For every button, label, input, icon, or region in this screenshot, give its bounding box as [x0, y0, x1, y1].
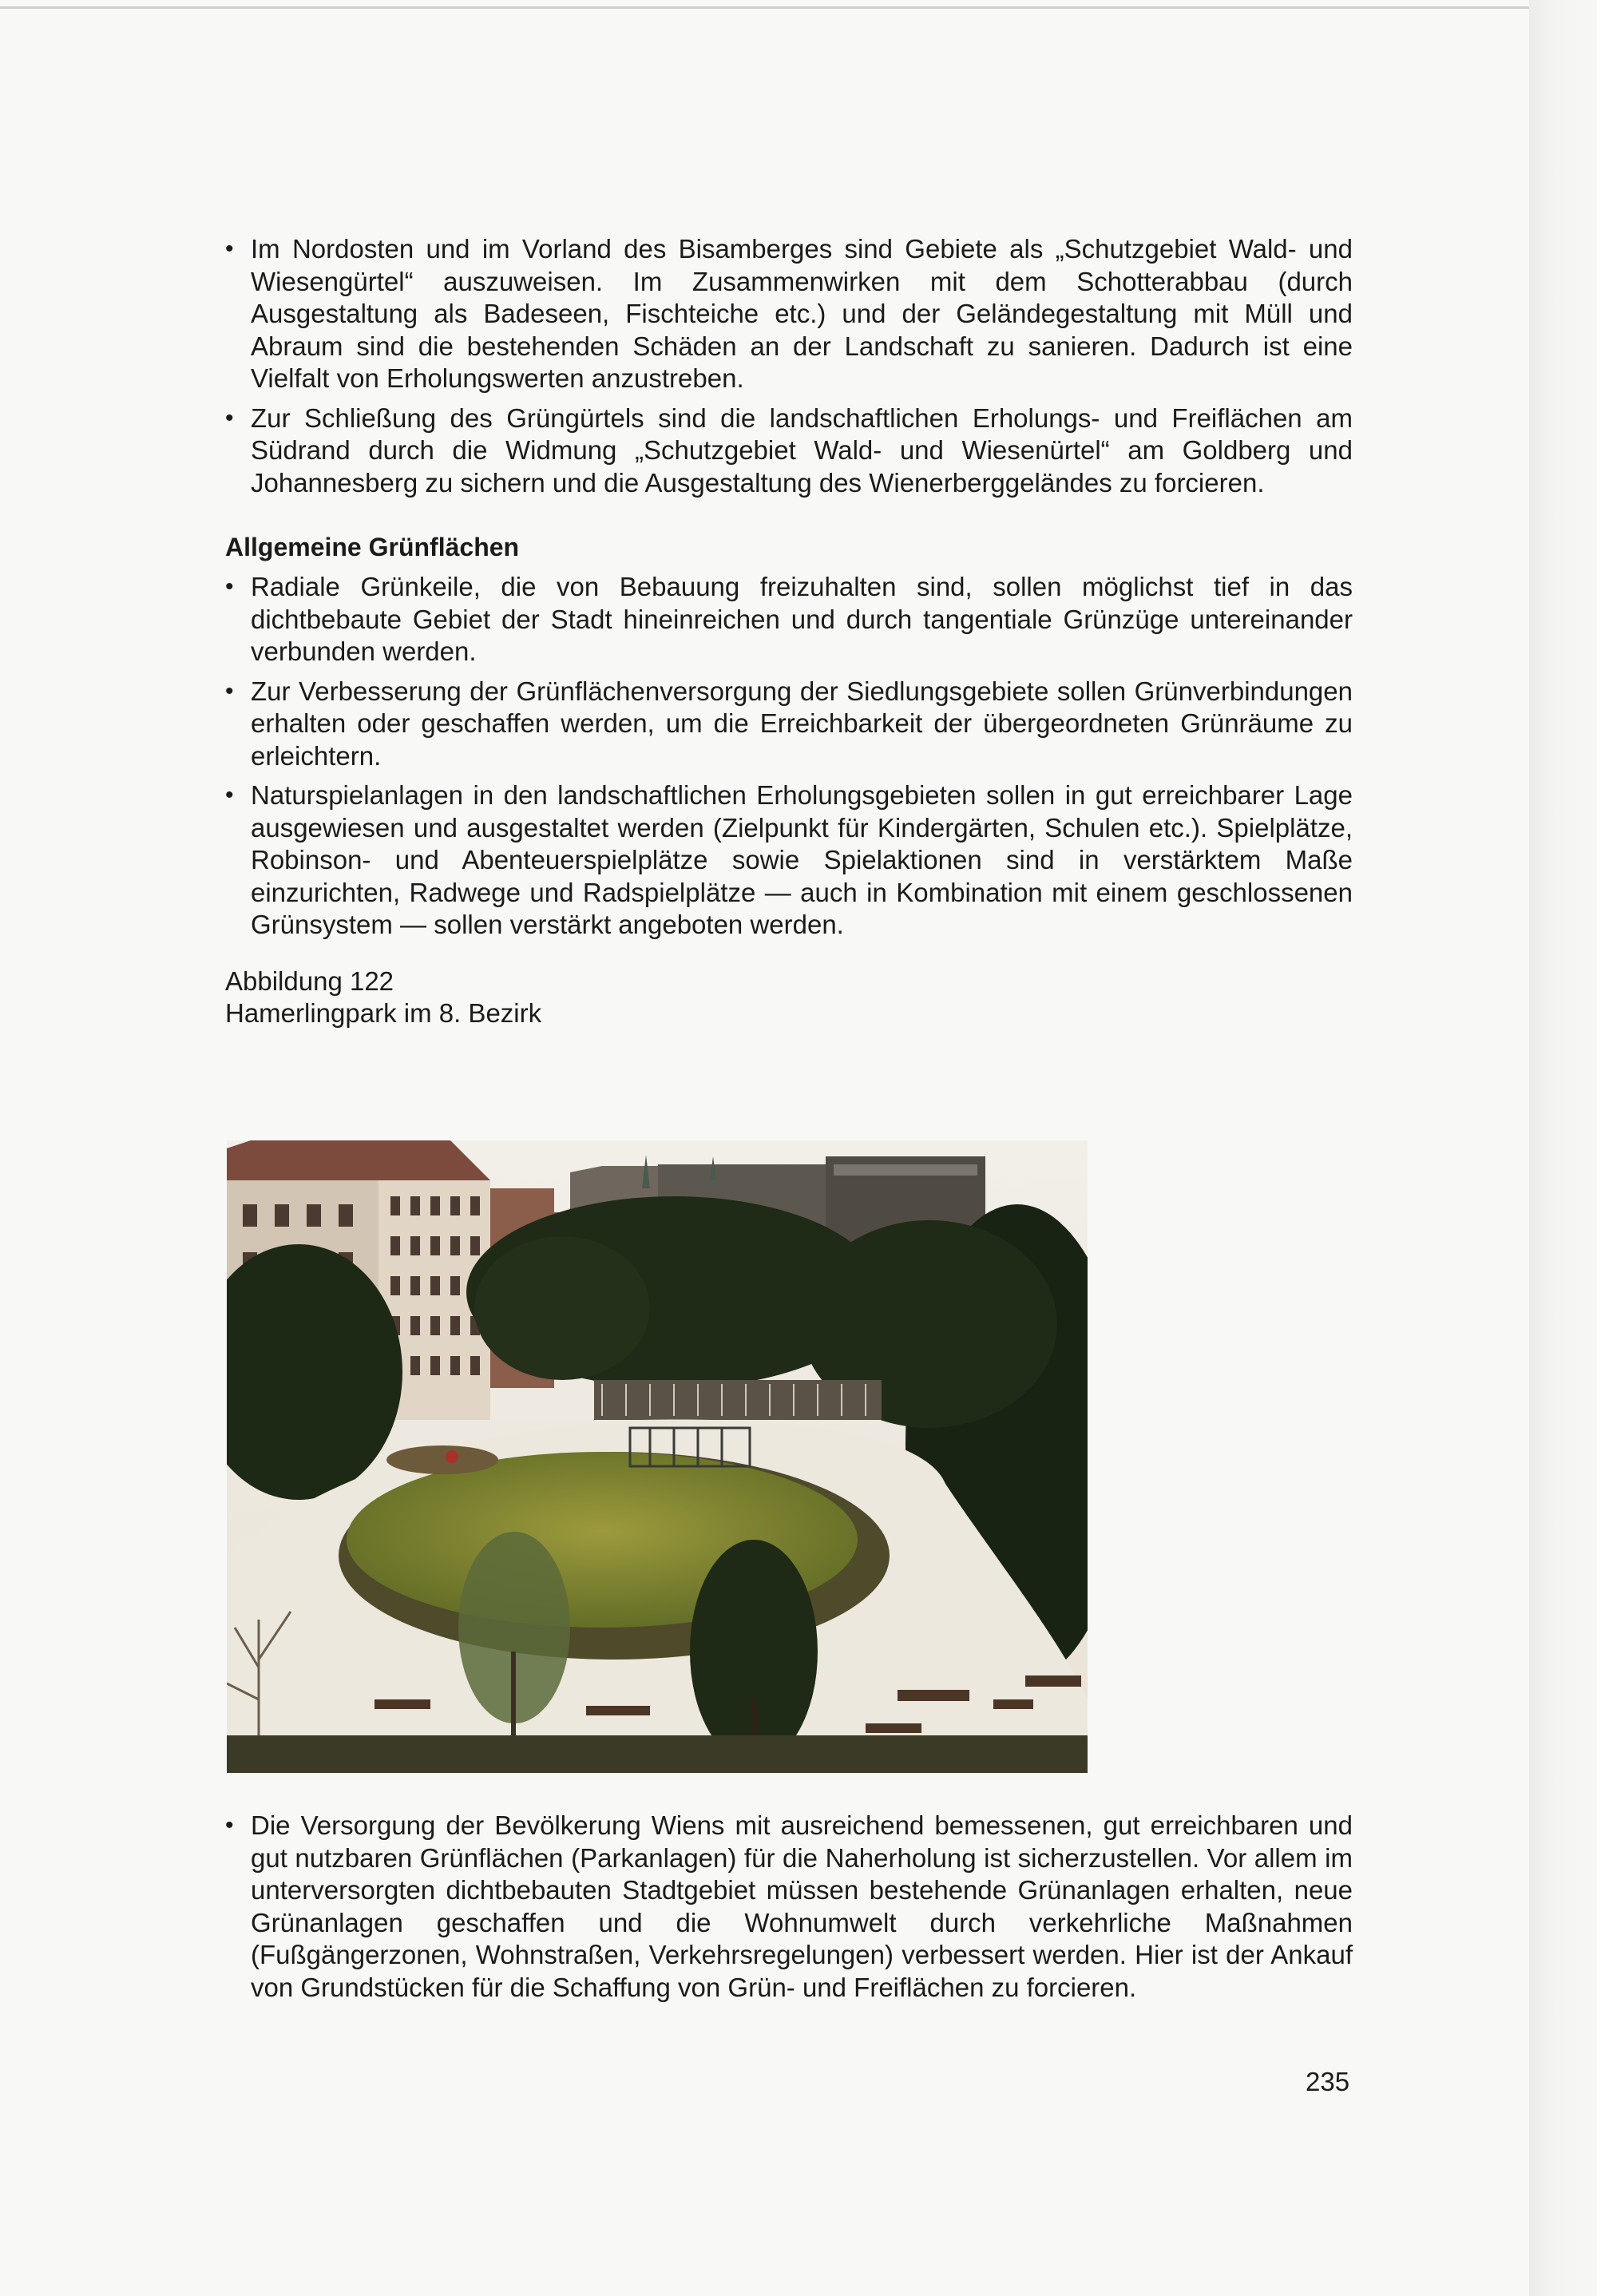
paragraph-text: Im Nordosten und im Vorland des Bisamberges sind Gebiete als „Schutzgebiet Wald- und Wiesengürtel“ auszuweisen. Im Zusammenwirken mit dem Schotterabbau (durch Ausgestaltung als Badeseen, Fischteiche etc.) und der Geländegestaltung mit Müll und Abraum sind die bestehenden Schäden an der Landschaft zu sanieren. Dadurch ist eine Vielfalt von Erholungswerten anzustreben.: [251, 234, 1353, 393]
bullet-icon: •: [225, 677, 234, 704]
bullet-paragraph-naturspielanlagen: [225, 779, 1353, 942]
figure-label: Abbildung 122: [225, 966, 394, 996]
section-heading: Allgemeine Grünflächen: [225, 533, 520, 561]
bullet-paragraph-bisamberg: [225, 233, 1353, 395]
park-photo: [227, 1140, 1088, 1773]
paragraph-text: Die Versorgung der Bevölkerung Wiens mit ausreichend bemessenen, gut erreichbaren und gut nutzbaren Grünflächen (Parkanlagen) für die Naherholung ist sicherzustellen. Vor allem im unterversorgten dichtbebauten Stadtgebiet müssen bestehende Grünanlagen erhalten, neue Grünanlagen geschaffen und die Wohnumwelt durch verkehrliche Maßnahmen (Fußgängerzonen, Wohnstraßen, Verkehrsregelungen) verbessert werden. Hier ist der Ankauf von Grundstücken für die Schaffung von Grün- und Freiflächen zu forcieren.: [251, 1810, 1353, 2002]
text-column-top: [225, 233, 1353, 1030]
bullet-icon: •: [225, 782, 234, 808]
bullet-icon: •: [225, 404, 234, 431]
bullet-icon: •: [225, 1812, 234, 1838]
figure-caption: [225, 966, 1353, 1030]
bullet-paragraph-gruenkeile: [225, 571, 1353, 668]
text-column-bottom: [225, 1810, 1353, 2011]
paragraph-text: Naturspielanlagen in den landschaftlichen Erholungsgebieten sollen in gut erreichbarer Lage ausgewiesen und ausgestaltet werden (Zielpunkt für Kindergärten, Schulen etc.). Spielplätze, Robinson- und Abenteuerspielplätze sowie Spielaktionen sind in verstärktem Maße einzurichten, Radwege und Radspielplätze — auch in Kombination mit einem geschlossenen Grünsystem — sollen verstärkt angeboten werden.: [251, 780, 1353, 939]
paragraph-text: Radiale Grünkeile, die von Bebauung freizuhalten sind, sollen möglichst tief in das dichtbebaute Gebiet der Stadt hineinreichen und durch tangentiale Grünzüge untereinander verbunden werden.: [251, 572, 1353, 666]
park-illustration: [227, 1140, 1088, 1773]
figure-title: Hamerlingpark im 8. Bezirk: [225, 998, 542, 1028]
paragraph-text: Zur Verbesserung der Grünflächenversorgung der Siedlungsgebiete sollen Grünverbindungen erhalten oder geschaffen werden, um die Erreichbarkeit der übergeordneten Grünräume zu erleichtern.: [251, 676, 1353, 771]
bullet-icon: •: [225, 573, 234, 600]
bullet-paragraph-versorgung: [225, 1810, 1353, 2004]
bullet-icon: •: [225, 236, 234, 262]
bullet-paragraph-gruenguertel: [225, 402, 1353, 500]
scan-top-edge: [0, 6, 1597, 9]
bullet-paragraph-gruenverbindungen: [225, 676, 1353, 773]
page-number: 235: [1306, 2067, 1350, 2096]
paragraph-text: Zur Schließung des Grüngürtels sind die landschaftlichen Erholungs- und Freiflächen am Südrand durch die Widmung „Schutzgebiet Wald- und Wiesenürtel“ am Goldberg und Johannesberg zu sichern und die Ausgestaltung des Wienerberggeländes zu forcieren.: [251, 402, 1353, 498]
page-fold-edge: [1529, 0, 1597, 2296]
